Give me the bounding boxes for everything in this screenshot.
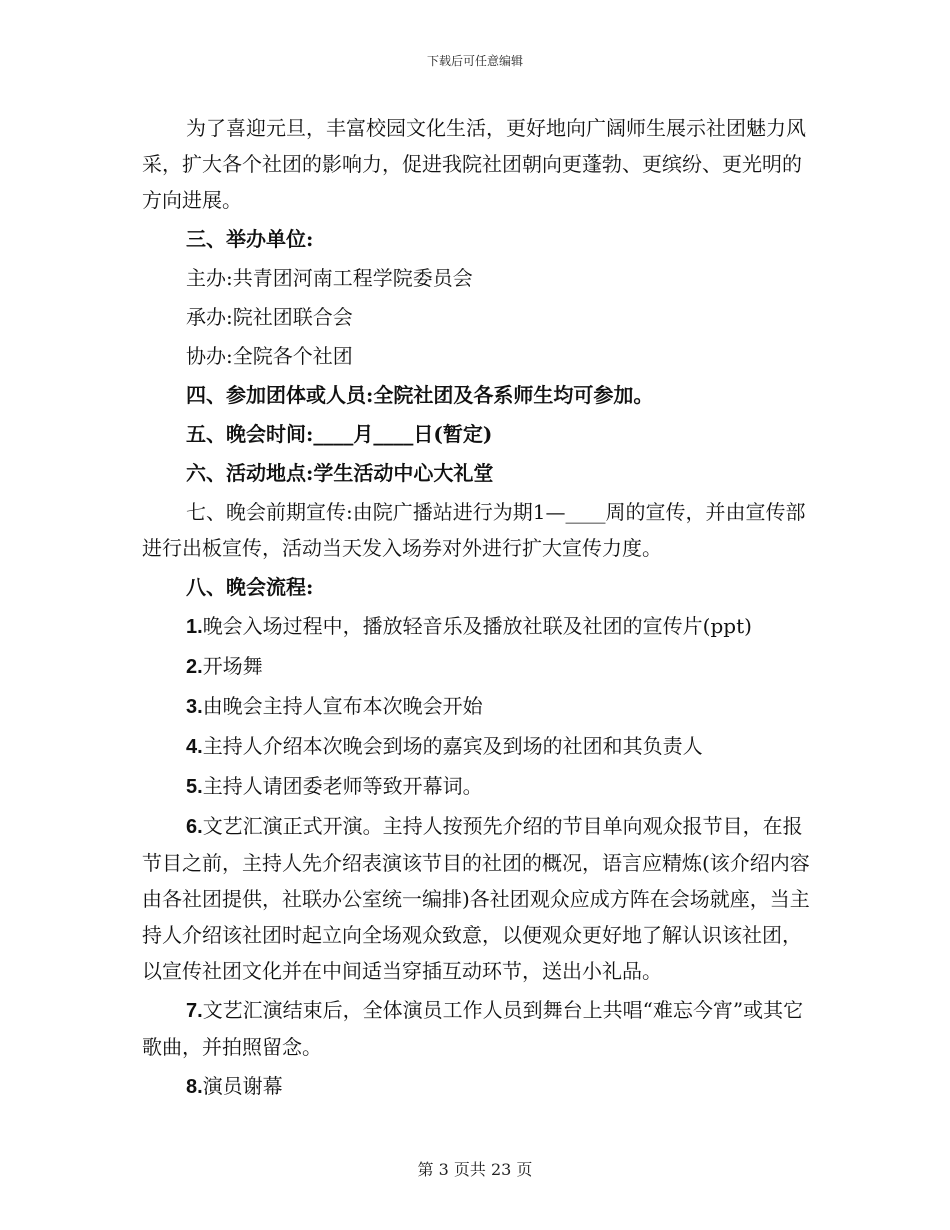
item-number: 7. <box>186 1000 203 1022</box>
item-number: 5. <box>186 776 203 798</box>
list-item <box>142 992 814 1065</box>
page-header: 下载后可任意编辑 <box>426 54 523 68</box>
co-organizer-line: 协办:全院各个社团 <box>186 344 353 368</box>
document-body <box>142 110 814 1105</box>
item-text: 晚会入场过程中，播放轻音乐及播放社联及社团的宣传片(ppt) <box>202 614 752 638</box>
item-text: 主持人介绍本次晚会到场的嘉宾及到场的社团和其负责人 <box>202 734 703 758</box>
item-text: 文艺汇演正式开演。主持人按预先介绍的节目单向观众报节目，在报节目之前，主持人先介绍表演该节目的社团的概况，语言应精炼(该介绍内容由各社团提供，社联办公室统一编排)各社团观众应成方阵在会场就座，当主持人介绍该社团时起立向全场观众致意，以便观众更好地了解认识该社团，以宣传社团文化并在中间适当穿插互动环节，送出小礼品。 <box>142 814 810 983</box>
item-number: 4. <box>186 736 203 758</box>
item-text: 主持人请团委老师等致开幕词。 <box>202 774 483 798</box>
item-text: 文艺汇演结束后，全体演员工作人员到舞台上共唱“难忘今宵”或其它歌曲，并拍照留念。 <box>142 998 804 1059</box>
item-number: 3. <box>186 696 203 718</box>
section-7: 七、晚会前期宣传:由院广播站进行为期1—____周的宣传，并由宣传部进行出板宣传，活动当天发入场券对外进行扩大宣传力度。 <box>142 500 806 560</box>
section-5: 五、晚会时间:____月____日(暂定) <box>186 422 493 446</box>
page-footer: 第 3 页共 23 页 <box>417 1160 533 1179</box>
item-number: 6. <box>186 816 203 838</box>
intro-paragraph: 为了喜迎元旦，丰富校园文化生活，更好地向广阔师生展示社团魅力风采，扩大各个社团的影响力，促进我院社团朝向更蓬勃、更缤纷、更光明的方向进展。 <box>142 116 806 212</box>
section-4: 四、参加团体或人员:全院社团及各系师生均可参加。 <box>186 383 654 407</box>
list-item <box>142 808 814 989</box>
list-item <box>142 728 814 765</box>
section-8-title: 八、晚会流程: <box>186 575 314 599</box>
item-number: 2. <box>186 656 203 678</box>
section-6: 六、活动地点:学生活动中心大礼堂 <box>186 461 494 485</box>
item-number: 8. <box>186 1076 203 1098</box>
item-text: 演员谢幕 <box>202 1074 283 1098</box>
item-text: 开场舞 <box>202 654 263 678</box>
list-item <box>142 1068 814 1105</box>
list-item <box>142 648 814 685</box>
host-line: 主办:共青团河南工程学院委员会 <box>186 266 473 290</box>
section-3-title: 三、举办单位: <box>186 227 314 251</box>
item-number: 1. <box>186 616 203 638</box>
program-list <box>142 608 814 1105</box>
list-item <box>142 608 814 645</box>
list-item <box>142 688 814 725</box>
item-text: 由晚会主持人宣布本次晚会开始 <box>202 694 483 718</box>
list-item <box>142 768 814 805</box>
organizer-line: 承办:院社团联合会 <box>186 305 353 329</box>
